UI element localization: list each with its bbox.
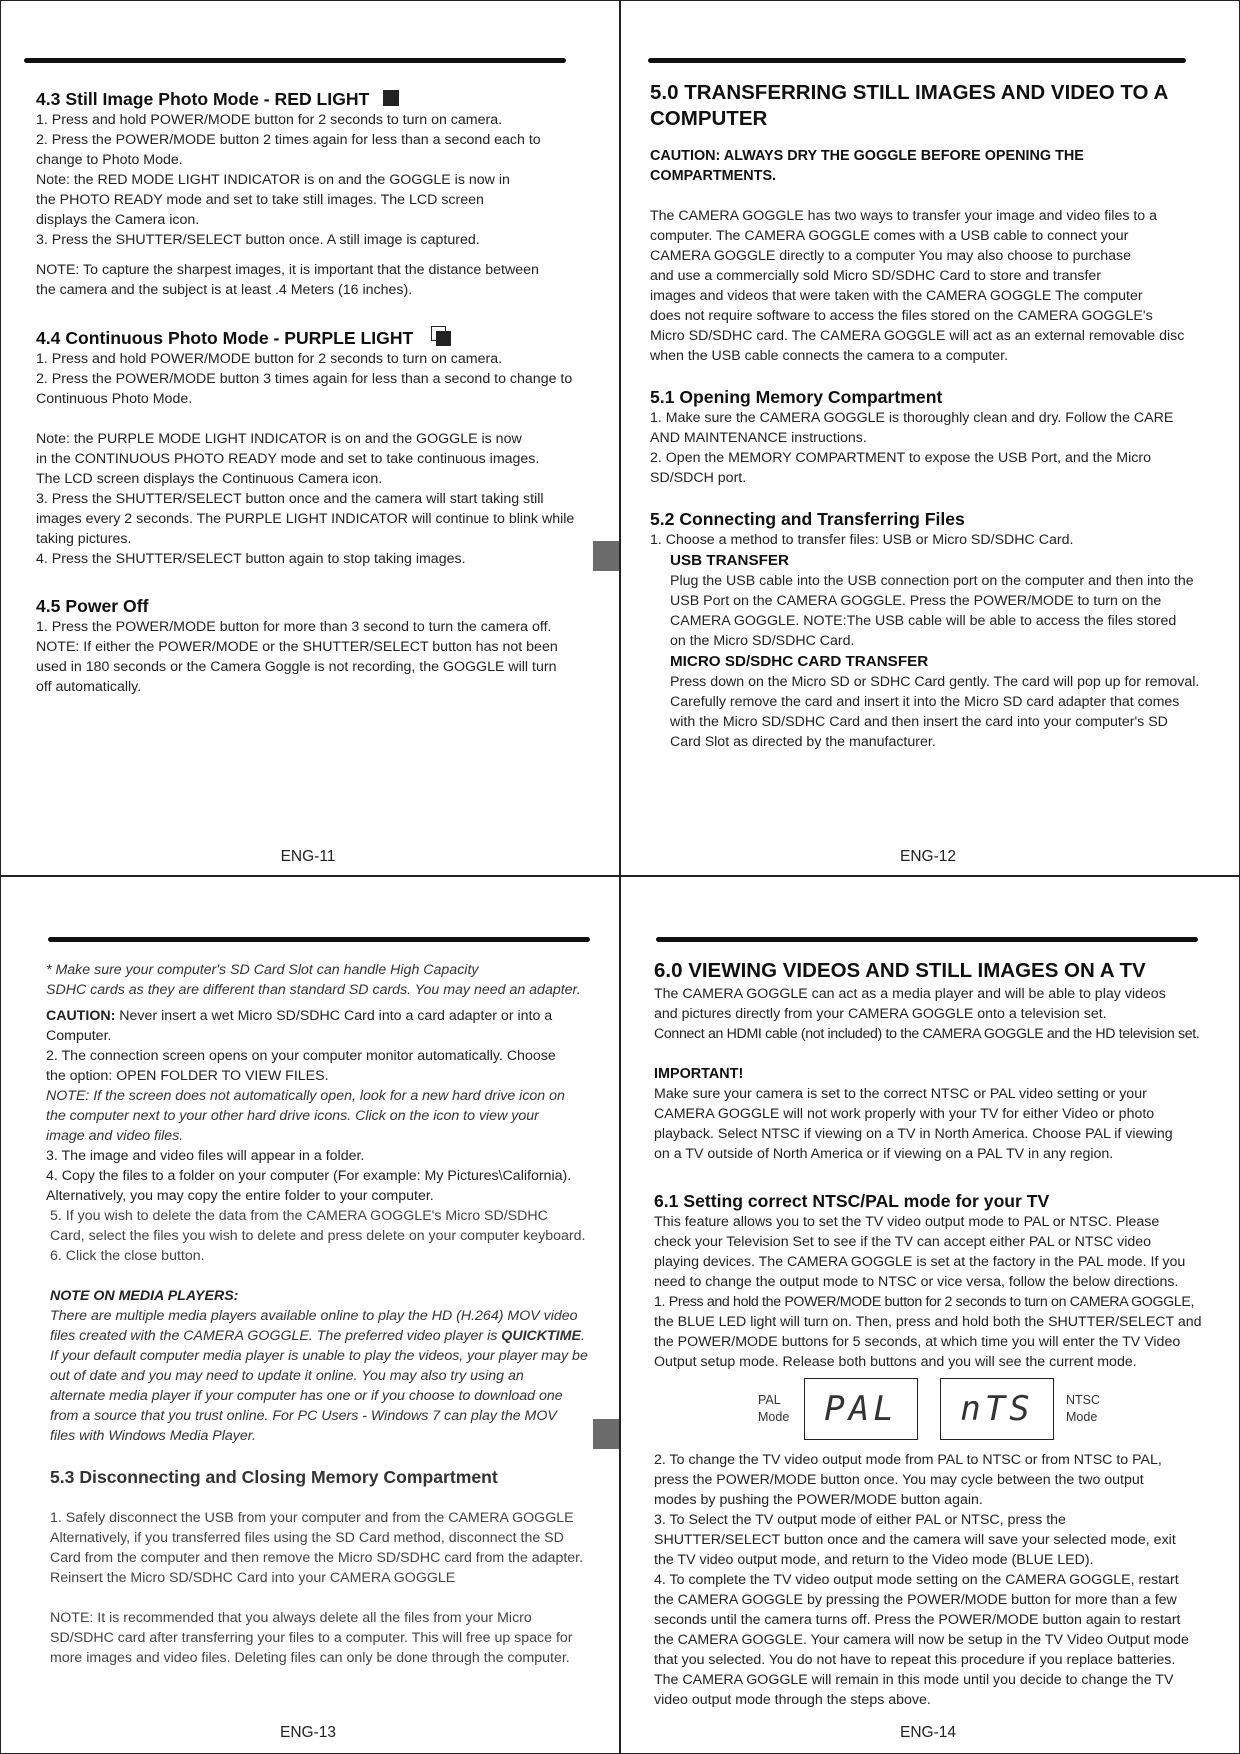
text-line: with the Micro SD/SDHC Card and then insert the card into your computer's SD: [670, 714, 1168, 730]
text-line: that you selected. You do not have to repeat this procedure if you replace batteries.: [654, 1652, 1176, 1668]
text-line: image and video files.: [46, 1128, 184, 1144]
text-line: NOTE: If the screen does not automatically open, look for a new hard drive icon on: [46, 1088, 565, 1104]
text-line: on the Micro SD/SDHC Card.: [670, 633, 855, 649]
continuous-mode-icon: [431, 326, 451, 346]
section-5-3-steps: [50, 1508, 606, 1668]
page-number: ENG-14: [900, 1724, 956, 1741]
text-line: 1. Make sure the CAMERA GOGGLE is thoroughly clean and dry. Follow the CARE: [650, 410, 1174, 426]
text-line: playing devices. The CAMERA GOGGLE is set at the factory in the PAL mode. If you: [654, 1254, 1186, 1270]
text-line: Card Slot as directed by the manufacturer.: [670, 734, 936, 750]
intro-paragraph: [650, 206, 1230, 366]
text-line: seconds until the camera turns off. Press the POWER/MODE button again to restart: [654, 1612, 1181, 1628]
text-line: 1. Safely disconnect the USB from your computer and from the CAMERA GOGGLE: [50, 1510, 574, 1526]
text-line: check your Television Set to see if the TV can accept either PAL or NTSC video: [654, 1234, 1152, 1250]
caution-text: Never insert a wet Micro SD/SDHC Card into a card adapter or into a: [115, 1008, 553, 1024]
text-line: SD/SDCH port.: [650, 470, 747, 486]
section-4-3-heading: 4.3 Still Image Photo Mode - RED LIGHT: [36, 88, 596, 110]
text-line: Alternatively, you may copy the entire folder to your computer.: [46, 1188, 434, 1204]
text-line: the POWER/MODE buttons for 5 seconds, at which time you will enter the TV Video: [654, 1334, 1181, 1350]
section-5-0-heading-cont: COMPUTER: [650, 107, 768, 130]
text-line: 1. Press the POWER/MODE button for more than 3 second to turn the camera off.: [36, 619, 552, 635]
text-line: and pictures directly from your CAMERA GOGGLE onto a television set.: [654, 1006, 1107, 1022]
text-line: the CAMERA GOGGLE by pressing the POWER/MODE button for more than a few: [654, 1592, 1177, 1608]
intro-paragraph: [654, 984, 1234, 1044]
pal-lcd-display: PAL: [804, 1378, 918, 1440]
text-line: AND MAINTENANCE instructions.: [650, 430, 867, 446]
text-line: Continuous Photo Mode.: [36, 391, 193, 407]
text-line: files created with the CAMERA GOGGLE. The preferred video player is QUICKTIME.: [50, 1328, 585, 1344]
text-line: Computer.: [46, 1028, 112, 1044]
top-rule: [648, 58, 1186, 63]
text-line: The CAMERA GOGGLE will remain in this mode until you decide to change the TV: [654, 1672, 1174, 1688]
text-line: CAMERA GOGGLE will not work properly with your TV for either Video or photo: [654, 1106, 1155, 1122]
page-11-content: [36, 88, 596, 697]
text-line: press the POWER/MODE button once. You may cycle between the two output: [654, 1472, 1144, 1488]
text-line: playback. Select NTSC if viewing on a TV in North America. Choose PAL if viewing: [654, 1126, 1173, 1142]
important-paragraph: [654, 1084, 1234, 1164]
text-line: change to Photo Mode.: [36, 152, 183, 168]
text-line: 3. To Select the TV output mode of either PAL or NTSC, press the: [654, 1512, 1066, 1528]
text-line: The CAMERA GOGGLE has two ways to transfer your image and video files to a: [650, 208, 1158, 224]
text-line: NOTE: To capture the sharpest images, it is important that the distance between: [36, 262, 539, 278]
text-line: 3. Press the SHUTTER/SELECT button once. A still image is captured.: [36, 232, 480, 248]
text-line: the option: OPEN FOLDER TO VIEW FILES.: [46, 1068, 329, 1084]
text-line: 1. Press and hold the POWER/MODE button for 2 seconds to turn on CAMERA GOGGLE,: [654, 1294, 1195, 1310]
caution-text: COMPARTMENTS.: [650, 168, 777, 184]
usb-transfer-heading: USB TRANSFER: [670, 552, 789, 569]
section-6-1-steps: [654, 1212, 1234, 1372]
section-5-2-heading: 5.2 Connecting and Transferring Files: [650, 509, 965, 529]
text-line: computer. The CAMERA GOGGLE comes with a USB cable to connect your: [650, 228, 1129, 244]
page-14-content: [654, 958, 1234, 1710]
text-line: from a source that you trust online. For PC Users - Windows 7 can play the MOV: [50, 1408, 557, 1424]
text-line: The LCD screen displays the Continuous Camera icon.: [36, 471, 383, 487]
page-edge-tab: [593, 541, 619, 571]
text-line: Alternatively, if you transferred files using the SD Card method, disconnect the SD: [50, 1530, 564, 1546]
section-6-1-heading: 6.1 Setting correct NTSC/PAL mode for your TV: [654, 1191, 1050, 1211]
section-4-3-note: [36, 260, 596, 300]
text-line: There are multiple media players available online to play the HD (H.264) MOV video: [50, 1308, 578, 1324]
text-line: 4. To complete the TV video output mode setting on the CAMERA GOGGLE, restart: [654, 1572, 1179, 1588]
text-line: Plug the USB cable into the USB connection port on the computer and then into the: [670, 573, 1194, 589]
section-5-0-heading: 5.0 TRANSFERRING STILL IMAGES AND VIDEO TO A: [650, 81, 1169, 104]
text-line: Card from the computer and then remove the Micro SD/SDHC card from the adapter.: [50, 1550, 584, 1566]
sd-transfer-heading: MICRO SD/SDHC CARD TRANSFER: [670, 653, 929, 670]
section-4-4-heading: 4.4 Continuous Photo Mode - PURPLE LIGHT: [36, 326, 596, 349]
text-line: 1. Press and hold POWER/MODE button for 2 seconds to turn on camera.: [36, 351, 503, 367]
text-line: SHUTTER/SELECT button once and the camera will save your selected mode, exit: [654, 1532, 1176, 1548]
text-line: taking pictures.: [36, 531, 132, 547]
text-line: the computer next to your other hard drive icons. Click on the icon to view your: [46, 1108, 539, 1124]
text-line: Note: the PURPLE MODE LIGHT INDICATOR is on and the GOGGLE is now: [36, 431, 522, 447]
text-line: CAMERA GOGGLE. NOTE:The USB cable will be able to access the files stored: [670, 613, 1177, 629]
text-line: 2. Press the POWER/MODE button 3 times again for less than a second to change to: [36, 371, 573, 387]
text-line: does not require software to access the files stored on the CAMERA GOGGLE's: [650, 308, 1153, 324]
text-line: 2. To change the TV video output mode from PAL to NTSC or from NTSC to PAL,: [654, 1452, 1162, 1468]
text-line: This feature allows you to set the TV video output mode to PAL or NTSC. Please: [654, 1214, 1160, 1230]
page-12-content: [650, 80, 1230, 752]
section-4-3-steps: [36, 110, 596, 250]
text-line: SDHC cards as they are different than standard SD cards. You may need an adapter.: [46, 982, 581, 998]
text-line: USB Port on the CAMERA GOGGLE. Press the POWER/MODE to turn on the: [670, 593, 1162, 609]
page-number: ENG-12: [900, 848, 956, 865]
pal-mode-label: PAL Mode: [758, 1393, 790, 1424]
usb-transfer-block: [650, 550, 1230, 651]
text-line: Press down on the Micro SD or SDHC Card gently. The card will pop up for removal.: [670, 674, 1200, 690]
camera-mode-icon: [383, 90, 399, 106]
text-line: the CAMERA GOGGLE. Your camera will now be setup in the TV Video Output mode: [654, 1632, 1189, 1648]
text-line: Reinsert the Micro SD/SDHC Card into your CAMERA GOGGLE: [50, 1570, 456, 1586]
text-line: when the USB cable connects the camera to a computer.: [650, 348, 1009, 364]
text-line: 3. The image and video files will appear in a folder.: [46, 1148, 365, 1164]
text-line: NOTE: If either the POWER/MODE or the SHUTTER/SELECT button has not been: [36, 639, 558, 655]
text-line: files with Windows Media Player.: [50, 1428, 256, 1444]
ntsc-lcd-display: nTS: [940, 1378, 1054, 1440]
text-line: 6. Click the close button.: [50, 1248, 205, 1264]
caution-label: CAUTION:: [46, 1008, 116, 1024]
text-line: modes by pushing the POWER/MODE button again.: [654, 1492, 983, 1508]
text-line: used in 180 seconds or the Camera Goggle is not recording, the GOGGLE will turn: [36, 659, 557, 675]
section-6-1-after-steps: [654, 1450, 1234, 1710]
text-line: off automatically.: [36, 679, 142, 695]
text-line: 3. Press the SHUTTER/SELECT button once and the camera will start taking still: [36, 491, 544, 507]
text-line: 5. If you wish to delete the data from the CAMERA GOGGLE's Micro SD/SDHC: [50, 1208, 548, 1224]
text-line: Connect an HDMI cable (not included) to the CAMERA GOGGLE and the HD television set.: [654, 1026, 1200, 1042]
page-number: ENG-13: [280, 1724, 336, 1741]
text-line: Micro SD/SDHC card. The CAMERA GOGGLE will act as an external removable disc: [650, 328, 1185, 344]
text-line: If your default computer media player is unable to play the videos, your player may be: [50, 1348, 588, 1364]
text-line: 4. Copy the files to a folder on your computer (For example: My Pictures\California).: [46, 1168, 572, 1184]
text-line: images every 2 seconds. The PURPLE LIGHT INDICATOR will continue to blink while: [36, 511, 575, 527]
sd-transfer-block: [650, 651, 1230, 752]
steps-5-6: [46, 1206, 606, 1266]
section-4-5-steps: [36, 617, 596, 697]
text-line: out of date and you may need to update it online. You may also try using an: [50, 1368, 524, 1384]
text-line: video output mode through the steps above.: [654, 1692, 931, 1708]
text-line: 2. Open the MEMORY COMPARTMENT to expose the USB Port, and the Micro: [650, 450, 1151, 466]
section-5-3-heading: 5.3 Disconnecting and Closing Memory Compartment: [50, 1467, 498, 1487]
text-line: Note: the RED MODE LIGHT INDICATOR is on and the GOGGLE is now in: [36, 172, 510, 188]
text-line: and use a commercially sold Micro SD/SDHC Card to store and transfer: [650, 268, 1102, 284]
center-divider-vertical: [619, 0, 621, 1754]
center-divider-horizontal: [0, 875, 1240, 877]
text-line: need to change the output mode to NTSC or vice versa, follow the below directions.: [654, 1274, 1179, 1290]
page-number: ENG-11: [280, 848, 336, 865]
important-heading: IMPORTANT!: [654, 1066, 744, 1082]
text-line: 2. The connection screen opens on your computer monitor automatically. Choose: [46, 1048, 556, 1064]
text-line: Carefully remove the card and insert it into the Micro SD card adapter that comes: [670, 694, 1180, 710]
section-5-1-steps: [650, 408, 1230, 488]
text-line: in the CONTINUOUS PHOTO READY mode and set to take continuous images.: [36, 451, 540, 467]
text-line: Output setup mode. Release both buttons and you will see the current mode.: [654, 1354, 1137, 1370]
top-rule: [48, 937, 590, 942]
page-13-content: [46, 960, 606, 1668]
sd-card-note: [46, 960, 606, 1000]
text-line: the camera and the subject is at least .4 Meters (16 inches).: [36, 282, 413, 298]
text-line: the BLUE LED light will turn on. Then, press and hold both the SHUTTER/SELECT and: [654, 1314, 1202, 1330]
text-line: Make sure your camera is set to the correct NTSC or PAL video setting or your: [654, 1086, 1147, 1102]
caution-text: CAUTION: ALWAYS DRY THE GOGGLE BEFORE OPENING THE: [650, 148, 1084, 164]
section-4-4-steps: [36, 349, 596, 569]
text-line: CAMERA GOGGLE directly to a computer You may also choose to purchase: [650, 248, 1132, 264]
media-players-note: [46, 1286, 606, 1668]
quicktime-emphasis: QUICKTIME: [501, 1328, 581, 1344]
top-rule: [656, 937, 1198, 942]
text-line: SD/SDHC card after transferring your files to a computer. This will free up space for: [50, 1630, 573, 1646]
italic-note: [46, 1086, 606, 1146]
text-line: alternate media player if your computer has one or if you choose to download one: [50, 1388, 563, 1404]
text-line: * Make sure your computer's SD Card Slot can handle High Capacity: [46, 962, 479, 978]
section-5-1-heading: 5.1 Opening Memory Compartment: [650, 387, 943, 407]
section-6-0-heading: 6.0 VIEWING VIDEOS AND STILL IMAGES ON A TV: [654, 959, 1146, 982]
text-line: more images and video files. Deleting files can only be done through the computer.: [50, 1650, 570, 1666]
text-line: images and videos that were taken with the CAMERA GOGGLE The computer: [650, 288, 1143, 304]
media-players-heading: NOTE ON MEDIA PLAYERS:: [50, 1288, 239, 1304]
text-line: The CAMERA GOGGLE can act as a media player and will be able to play videos: [654, 986, 1166, 1002]
section-4-5-heading: 4.5 Power Off: [36, 596, 149, 616]
text-line: 4. Press the SHUTTER/SELECT button again to stop taking images.: [36, 551, 466, 567]
text-line: Card, select the files you wish to delete and press delete on your computer keyboard.: [50, 1228, 586, 1244]
text-line: the TV video output mode, and return to the Video mode (BLUE LED).: [654, 1552, 1094, 1568]
tv-mode-displays: [654, 1378, 1234, 1440]
text-line: displays the Camera icon.: [36, 212, 200, 228]
text-line: NOTE: It is recommended that you always delete all the files from your Micro: [50, 1610, 532, 1626]
text-line: 2. Press the POWER/MODE button 2 times again for less than a second each to: [36, 132, 541, 148]
top-rule: [24, 58, 566, 63]
text-line: on a TV outside of North America or if viewing on a PAL TV in any region.: [654, 1146, 1114, 1162]
text-line: 1. Choose a method to transfer files: USB or Micro SD/SDHC Card.: [650, 532, 1074, 548]
caution-line: [46, 1006, 606, 1026]
ntsc-mode-label: NTSC Mode: [1066, 1393, 1101, 1424]
text-line: the PHOTO READY mode and set to take still images. The LCD screen: [36, 192, 484, 208]
text-line: 1. Press and hold POWER/MODE button for 2 seconds to turn on camera.: [36, 112, 503, 128]
